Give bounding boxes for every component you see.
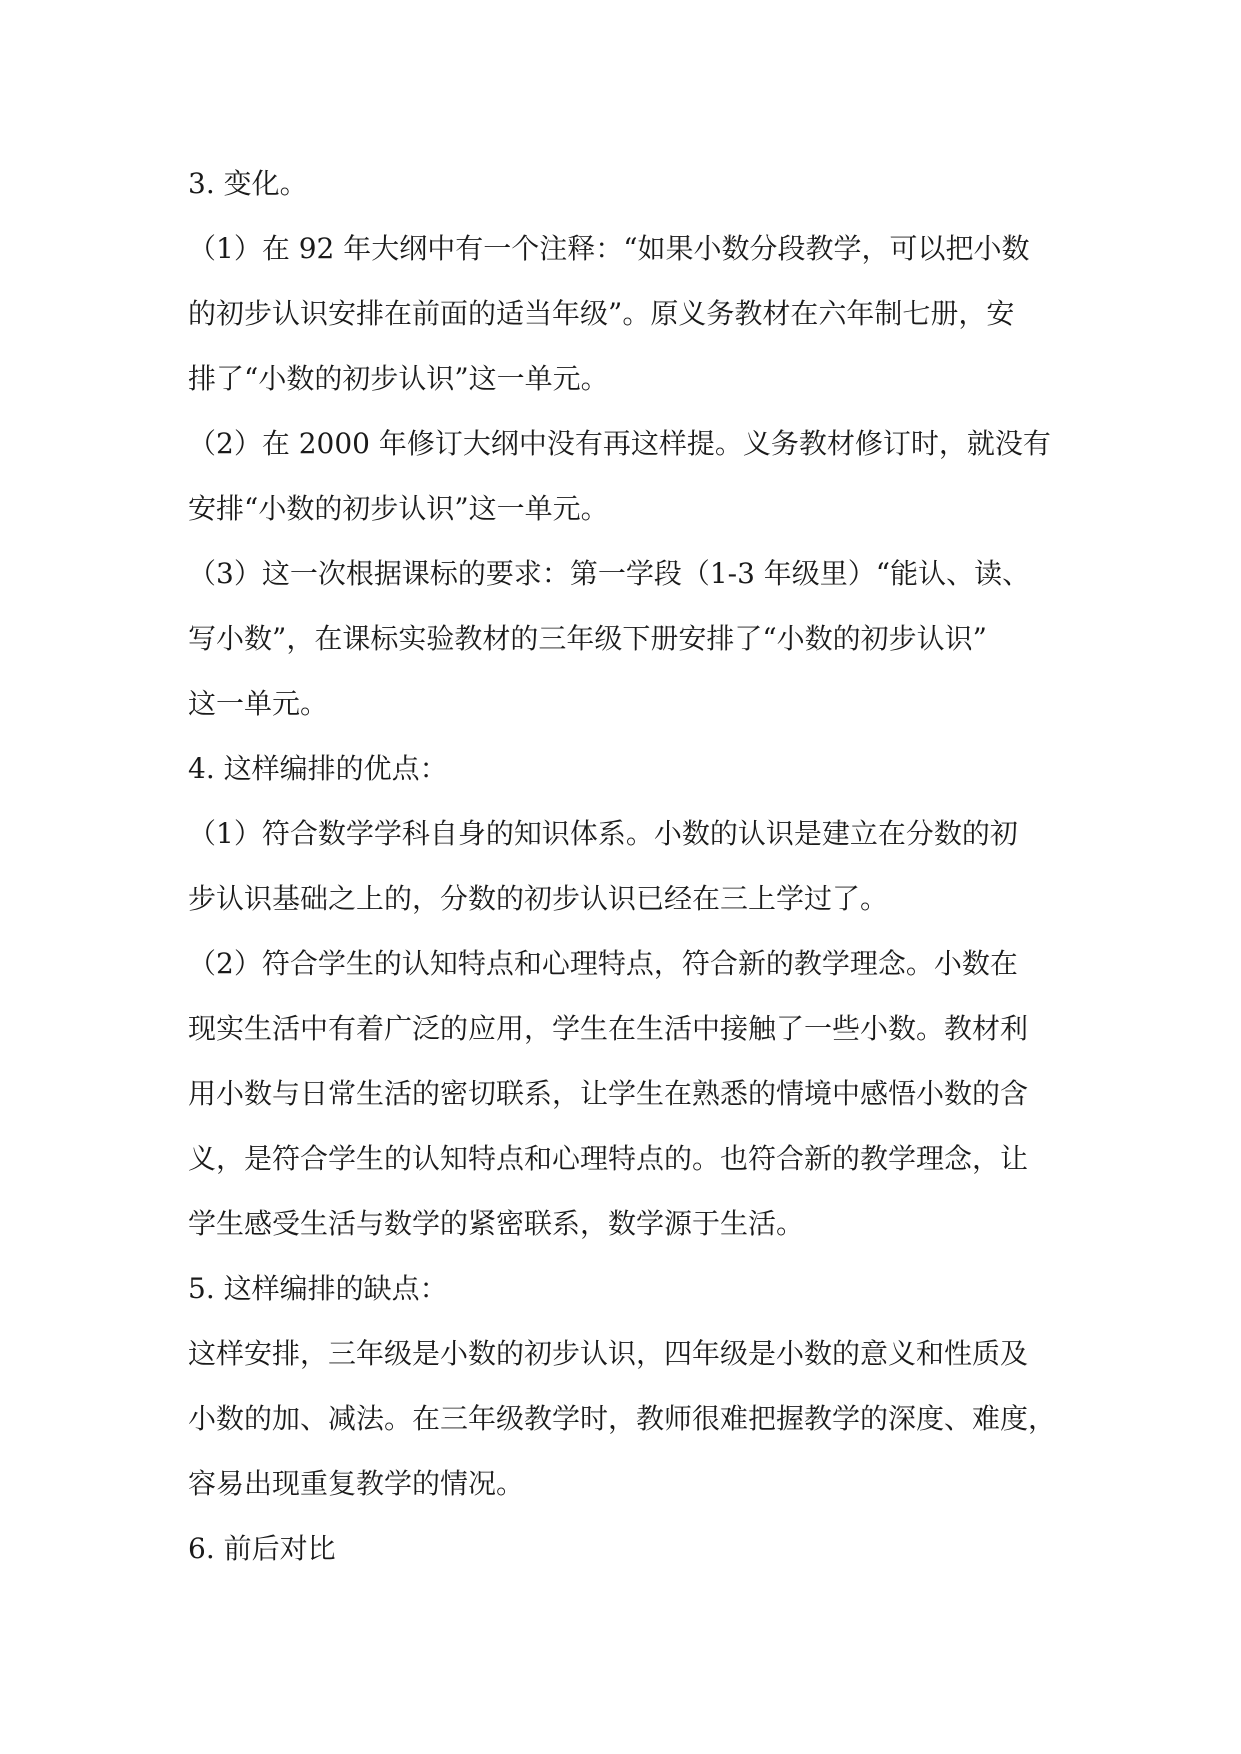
heading-4: 4. 这样编排的优点：: [188, 752, 448, 785]
paragraph-line: 的初步认识安排在前面的适当年级”。原义务教材在六年制七册，安: [188, 297, 1015, 330]
paragraph-line: 这样安排，三年级是小数的初步认识，四年级是小数的意义和性质及: [188, 1337, 1029, 1370]
paragraph-line: 学生感受生活与数学的紧密联系，数学源于生活。: [188, 1207, 805, 1240]
paragraph-line: 小数的加、减法。在三年级教学时，教师很难把握教学的深度、难度，: [188, 1402, 1057, 1435]
paragraph-line: 这一单元。: [188, 687, 329, 720]
heading-5: 5. 这样编排的缺点：: [188, 1272, 448, 1305]
paragraph-line: 用小数与日常生活的密切联系，让学生在熟悉的情境中感悟小数的含: [188, 1077, 1029, 1110]
heading-3: 3. 变化。: [188, 167, 308, 200]
paragraph-line: 现实生活中有着广泛的应用，学生在生活中接触了一些小数。教材利: [188, 1012, 1029, 1045]
paragraph-line: （1）在 92 年大纲中有一个注释：“如果小数分段教学，可以把小数: [188, 232, 1030, 265]
paragraph-line: 安排“小数的初步认识”这一单元。: [188, 492, 609, 525]
paragraph-line: （2）符合学生的认知特点和心理特点，符合新的教学理念。小数在: [188, 947, 1018, 980]
paragraph-line: 写小数”，在课标实验教材的三年级下册安排了“小数的初步认识”: [188, 622, 987, 655]
paragraph-line: 步认识基础之上的，分数的初步认识已经在三上学过了。: [188, 882, 889, 915]
paragraph-line: （2）在 2000 年修订大纲中没有再这样提。义务教材修订时，就没有: [188, 427, 1051, 460]
heading-6: 6. 前后对比: [188, 1532, 336, 1565]
paragraph-line: （1）符合数学学科自身的知识体系。小数的认识是建立在分数的初: [188, 817, 1018, 850]
paragraph-line: 排了“小数的初步认识”这一单元。: [188, 362, 609, 395]
paragraph-line: （3）这一次根据课标的要求：第一学段（1-3 年级里）“能认、读、: [188, 557, 1031, 590]
paragraph-line: 容易出现重复教学的情况。: [188, 1467, 525, 1500]
paragraph-line: 义，是符合学生的认知特点和心理特点的。也符合新的教学理念，让: [188, 1142, 1029, 1175]
